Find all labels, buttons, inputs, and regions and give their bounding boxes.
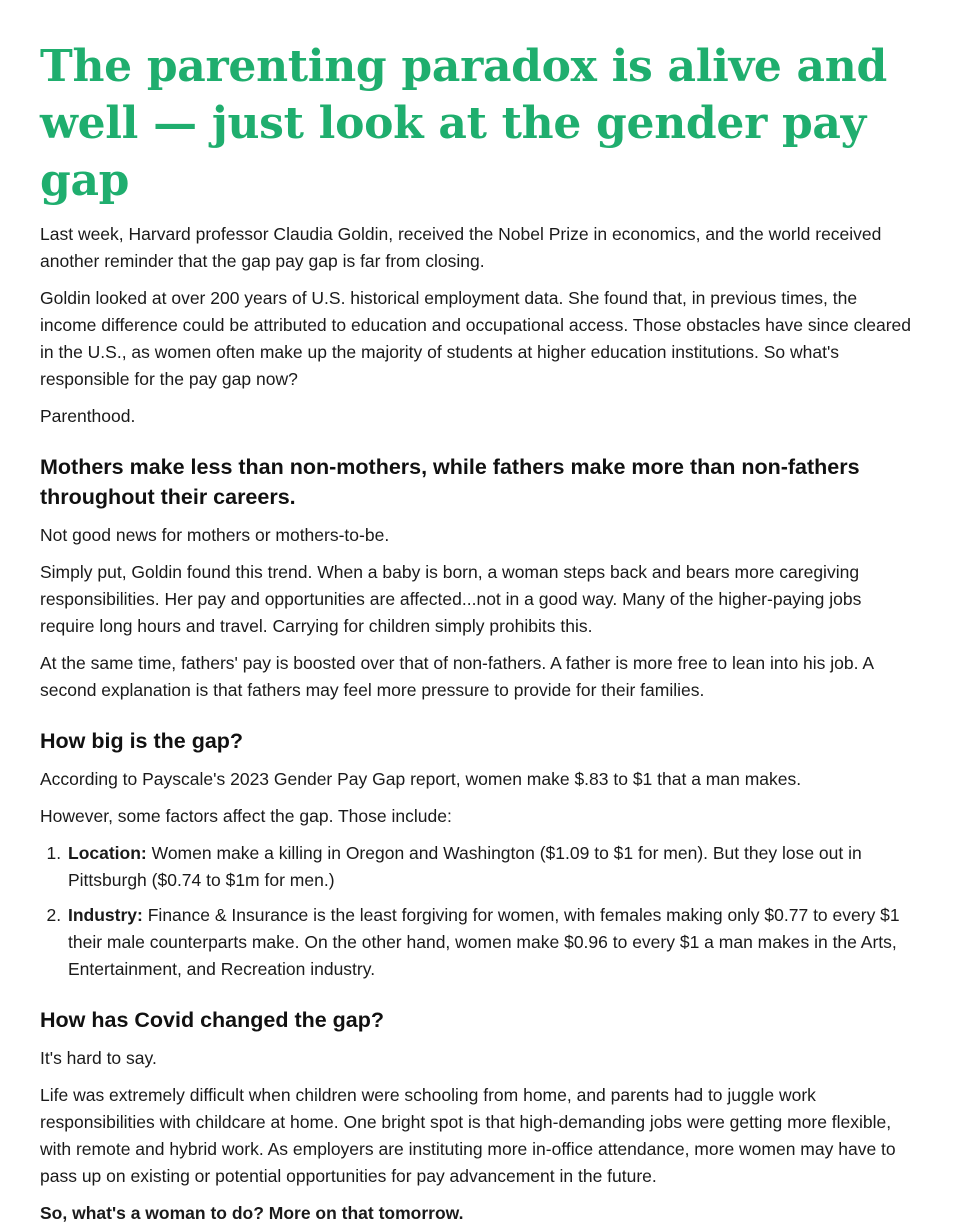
section-paragraph: Simply put, Goldin found this trend. When a baby is born, a woman steps back and bears more caregiving responsibilities. Her pay and opportunities are affected...not in a good way. Many of the higher-paying jobs require long hours and travel. Carrying for children simply prohibits this. — [40, 562, 862, 636]
section-paragraph: Not good news for mothers or mothers-to-be. — [40, 525, 390, 545]
intro-paragraph: Last week, Harvard professor Claudia Goldin, received the Nobel Prize in economics, and the world received another reminder that the gap pay gap is far from closing. — [40, 224, 882, 271]
list-item-text: Finance & Insurance is the least forgiving for women, with females making only $0.77 to every $1 their male counterparts make. On the other hand, women make $0.96 to every $1 a man makes in the Arts, Entertainment, and Recreation industry. — [68, 905, 900, 979]
section-paragraph: However, some factors affect the gap. Those include: — [40, 806, 452, 826]
list-item-label: Industry: — [68, 905, 143, 925]
section-heading-parenthood: Mothers make less than non-mothers, while fathers make more than non-fathers throughout their careers. — [40, 455, 860, 509]
list-item-text: Women make a killing in Oregon and Washington ($1.09 to $1 for men). But they lose out in Pittsburgh ($0.74 to $1m for men.) — [68, 843, 862, 890]
list-item — [66, 902, 915, 983]
intro-paragraph: Goldin looked at over 200 years of U.S. historical employment data. She found that, in previous times, the income difference could be attributed to education and occupational access. Those obstacles have since cleared in the U.S., as women often make up the majority of students at higher education institutions. So what's responsible for the pay gap now? — [40, 288, 912, 389]
section-heading-gap-size: How big is the gap? — [40, 729, 244, 753]
section-paragraph: It's hard to say. — [40, 1048, 157, 1068]
section-paragraph: At the same time, fathers' pay is boosted over that of non-fathers. A father is more free to lean into his job. A second explanation is that fathers may feel more pressure to provide for their families. — [40, 653, 874, 700]
intro-paragraph: Parenthood. — [40, 406, 136, 426]
article-title: The parenting paradox is alive and well — just look at the gender pay gap — [40, 41, 887, 206]
list-item — [66, 840, 915, 894]
section-heading-covid: How has Covid changed the gap? — [40, 1008, 385, 1032]
factors-list — [40, 840, 915, 983]
closing-line: So, what's a woman to do? More on that tomorrow. — [40, 1203, 464, 1223]
section-paragraph: According to Payscale's 2023 Gender Pay Gap report, women make $.83 to $1 that a man makes. — [40, 769, 802, 789]
list-item-label: Location: — [68, 843, 147, 863]
section-paragraph: Life was extremely difficult when children were schooling from home, and parents had to juggle work responsibilities with childcare at home. One bright spot is that high-demanding jobs were getting more flexible, with remote and hybrid work. As employers are instituting more in-office attendance, more women may have to pass up on existing or potential opportunities for pay advancement in the future. — [40, 1085, 896, 1186]
